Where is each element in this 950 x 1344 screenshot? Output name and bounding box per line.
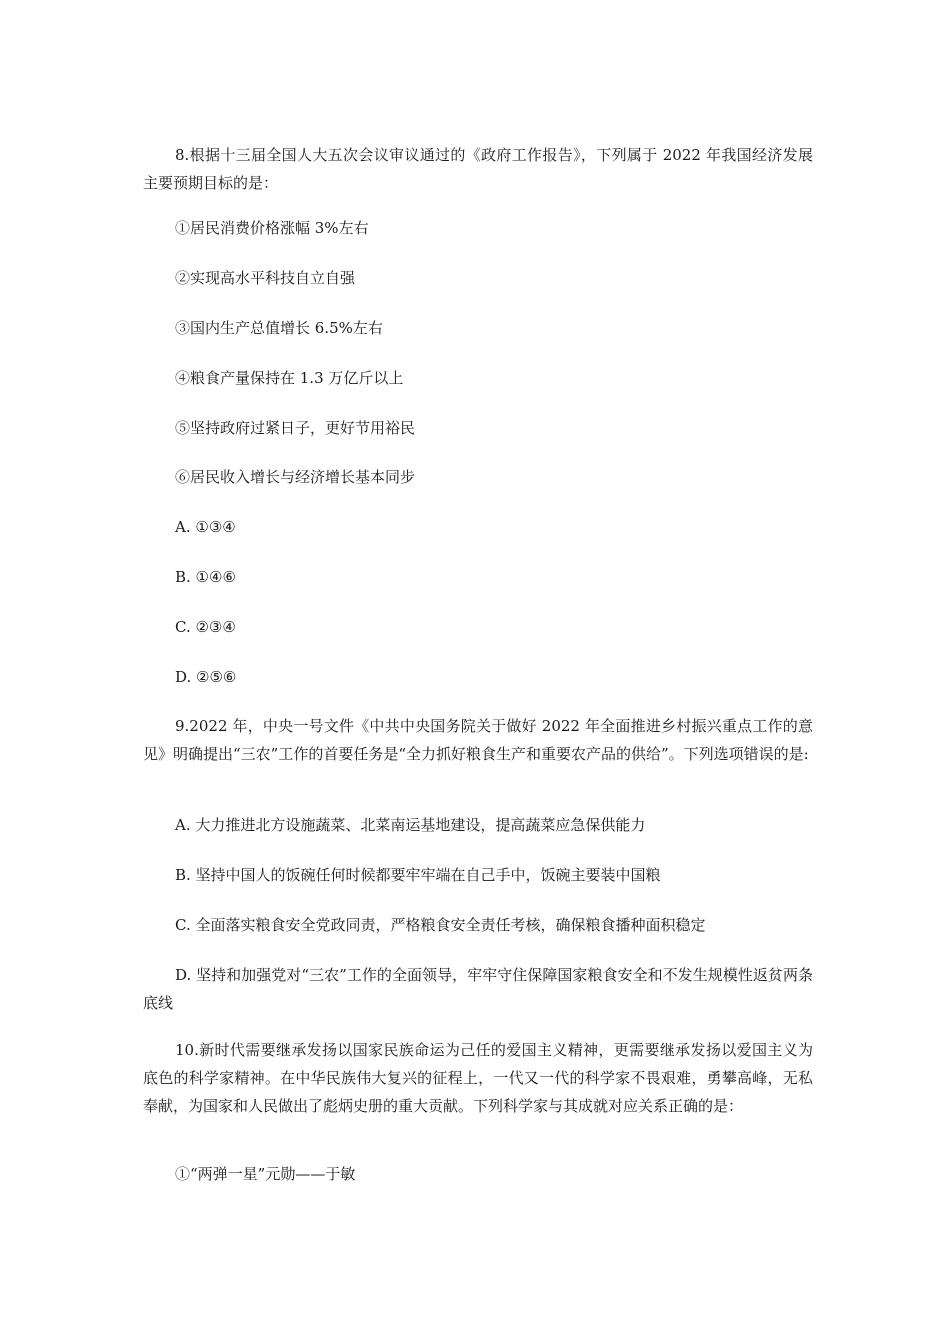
question-8-item-2: ②实现高水平科技自立自强 bbox=[175, 269, 356, 287]
question-9-option-d: D. 坚持和加强党对“三农”工作的全面领导，牢牢守住保障国家粮食安全和不发生规模性返贫两条底线 bbox=[143, 966, 813, 1012]
question-8-stem: 8.根据十三届全国人大五次会议审议通过的《政府工作报告》，下列属于 2022 年我国经济发展主要预期目标的是： bbox=[143, 146, 813, 192]
question-8-option-b: B. ①④⑥ bbox=[175, 568, 236, 586]
question-8-item-3: ③国内生产总值增长 6.5%左右 bbox=[175, 319, 383, 337]
question-8-item-1: ①居民消费价格涨幅 3%左右 bbox=[175, 219, 369, 237]
question-10-stem: 10.新时代需要继承发扬以国家民族命运为己任的爱国主义精神，更需要继承发扬以爱国主义为底色的科学家精神。在中华民族伟大复兴的征程上，一代又一代的科学家不畏艰难，勇攀高峰，无私奉献，为国家和人民做出了彪炳史册的重大贡献。下列科学家与其成就对应关系正确的是： bbox=[143, 1041, 813, 1115]
question-10-item-1: ①“两弹一星”元勋——于敏 bbox=[175, 1165, 356, 1183]
question-8-item-5: ⑤坚持政府过紧日子，更好节用裕民 bbox=[175, 419, 416, 437]
question-8-option-a: A. ①③④ bbox=[175, 518, 236, 536]
question-9-stem: 9.2022 年，中央一号文件《中共中央国务院关于做好 2022 年全面推进乡村振兴重点工作的意见》明确提出“三农”工作的首要任务是“全力抓好粮食生产和重要农产品的供给”。下列选项错误的是: bbox=[143, 717, 813, 763]
question-8-item-6: ⑥居民收入增长与经济增长基本同步 bbox=[175, 468, 416, 486]
question-9-option-c: C. 全面落实粮食安全党政同责，严格粮食安全责任考核，确保粮食播种面积稳定 bbox=[175, 916, 706, 934]
question-9-option-b: B. 坚持中国人的饭碗任何时候都要牢牢端在自己手中，饭碗主要装中国粮 bbox=[175, 866, 661, 884]
question-9-option-a: A. 大力推进北方设施蔬菜、北菜南运基地建设，提高蔬菜应急保供能力 bbox=[175, 816, 646, 834]
question-8-item-4: ④粮食产量保持在 1.3 万亿斤以上 bbox=[175, 369, 404, 387]
question-8-option-c: C. ②③④ bbox=[175, 618, 236, 636]
question-8-option-d: D. ②⑤⑥ bbox=[175, 668, 237, 686]
